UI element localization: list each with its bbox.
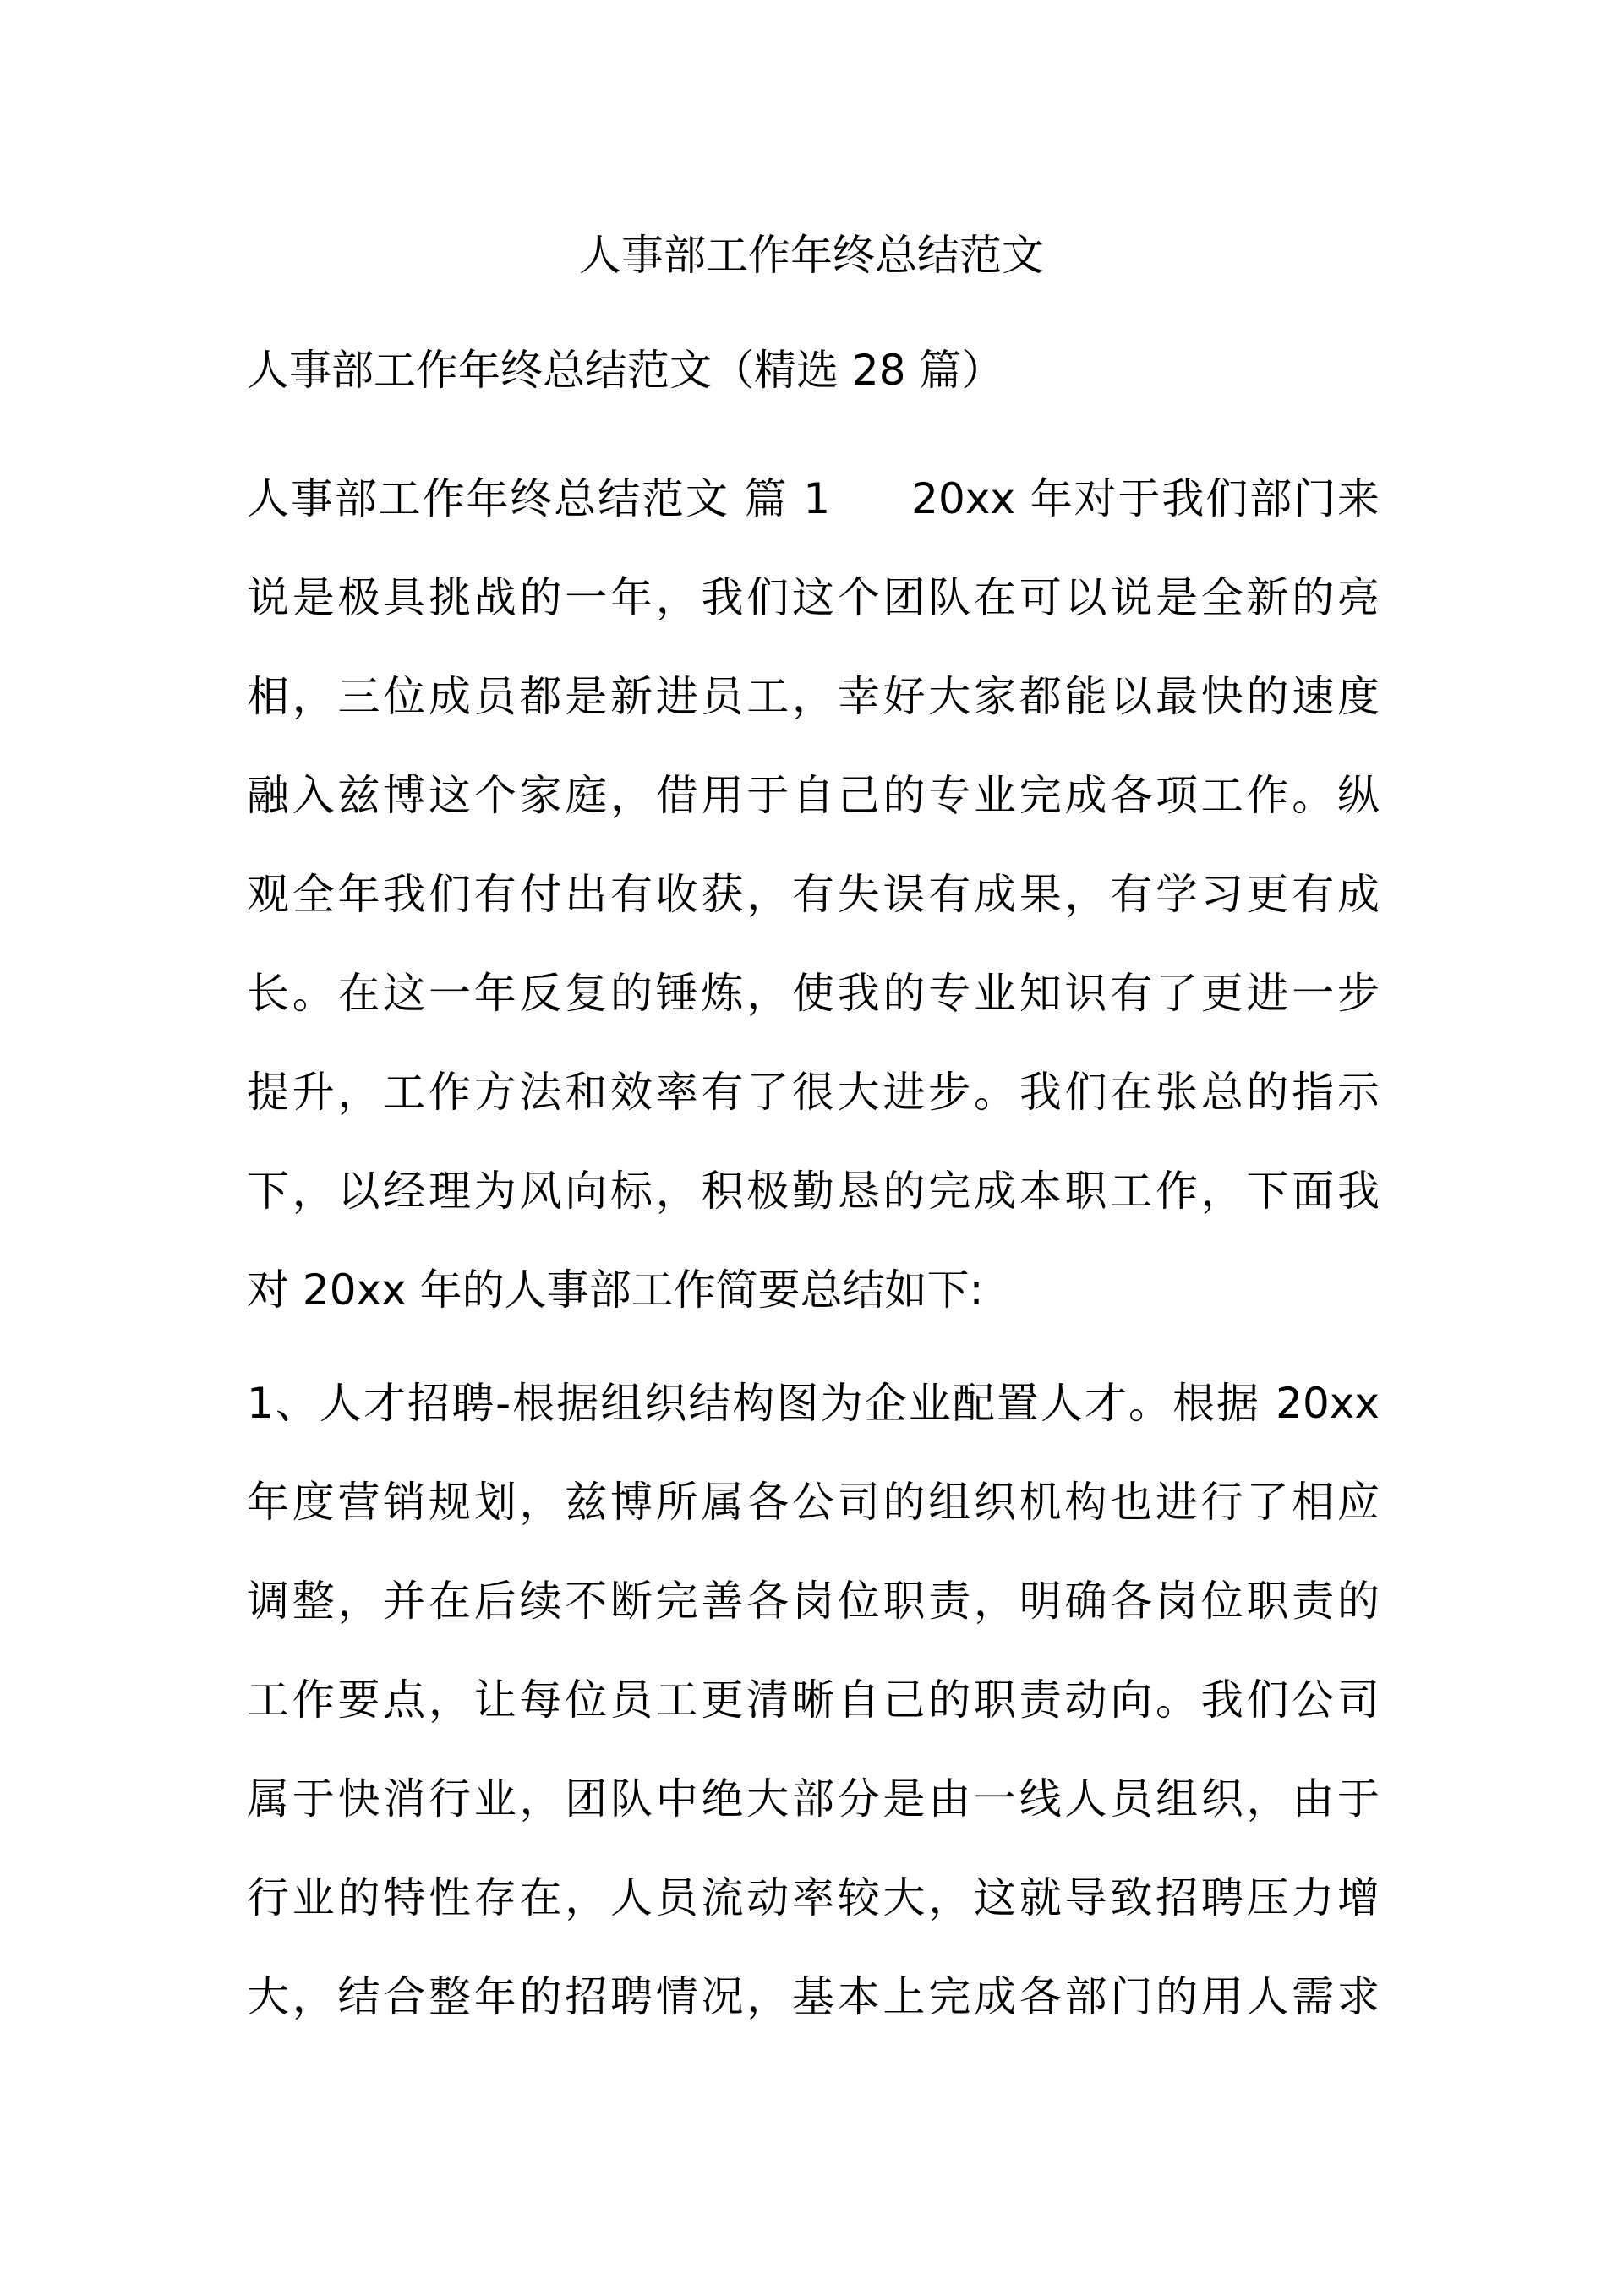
paragraph-line: 行业的特性存在，人员流动率较大，这就导致招聘压力增 [247,1873,1380,1922]
paragraph-1 [247,450,1380,1340]
paragraph-line: 大，结合整年的招聘情况，基本上完成各部门的用人需求 [247,1972,1380,2021]
paragraph-line [247,450,1380,549]
paragraph-line: 说是极具挑战的一年，我们这个团队在可以说是全新的亮 [247,573,1380,622]
paragraph-line: 长。在这一年反复的锤炼，使我的专业知识有了更进一步 [247,969,1380,1018]
paragraph-line: 提升，工作方法和效率有了很大进步。我们在张总的指示 [247,1068,1380,1117]
paragraph-line: 相，三位成员都是新进员工，幸好大家都能以最快的速度 [247,672,1380,721]
document-title: 人事部工作年终总结范文 [579,231,1044,280]
paragraph-line: 年度营销规划，兹博所属各公司的组织机构也进行了相应 [247,1478,1380,1527]
paragraph-line: 工作要点，让每位员工更清晰自己的职责动向。我们公司 [247,1676,1380,1725]
paragraph-line: 融入兹博这个家庭，借用于自己的专业完成各项工作。纵 [247,771,1380,820]
paragraph-line: 观全年我们有付出有收获，有失误有成果，有学习更有成 [247,870,1380,919]
document-subtitle: 人事部工作年终总结范文（精选 28 篇） [247,346,1004,395]
paragraph-line: 调整，并在后续不断完善各岗位职责，明确各岗位职责的 [247,1577,1380,1626]
paragraph-line: 对 20xx 年的人事部工作简要总结如下: [247,1266,984,1315]
section-heading: 人事部工作年终总结范文 篇 1 [247,474,831,523]
paragraph-line: 下，以经理为风向标，积极勤恳的完成本职工作，下面我 [247,1167,1380,1216]
paragraph-line: 属于快消行业，团队中绝大部分是由一线人员组织，由于 [247,1774,1380,1823]
paragraph-text: 20xx 年对于我们部门来 [911,474,1380,523]
paragraph-2 [247,1354,1380,2047]
paragraph-line: 1、人才招聘-根据组织结构图为企业配置人才。根据 20xx [247,1379,1380,1428]
